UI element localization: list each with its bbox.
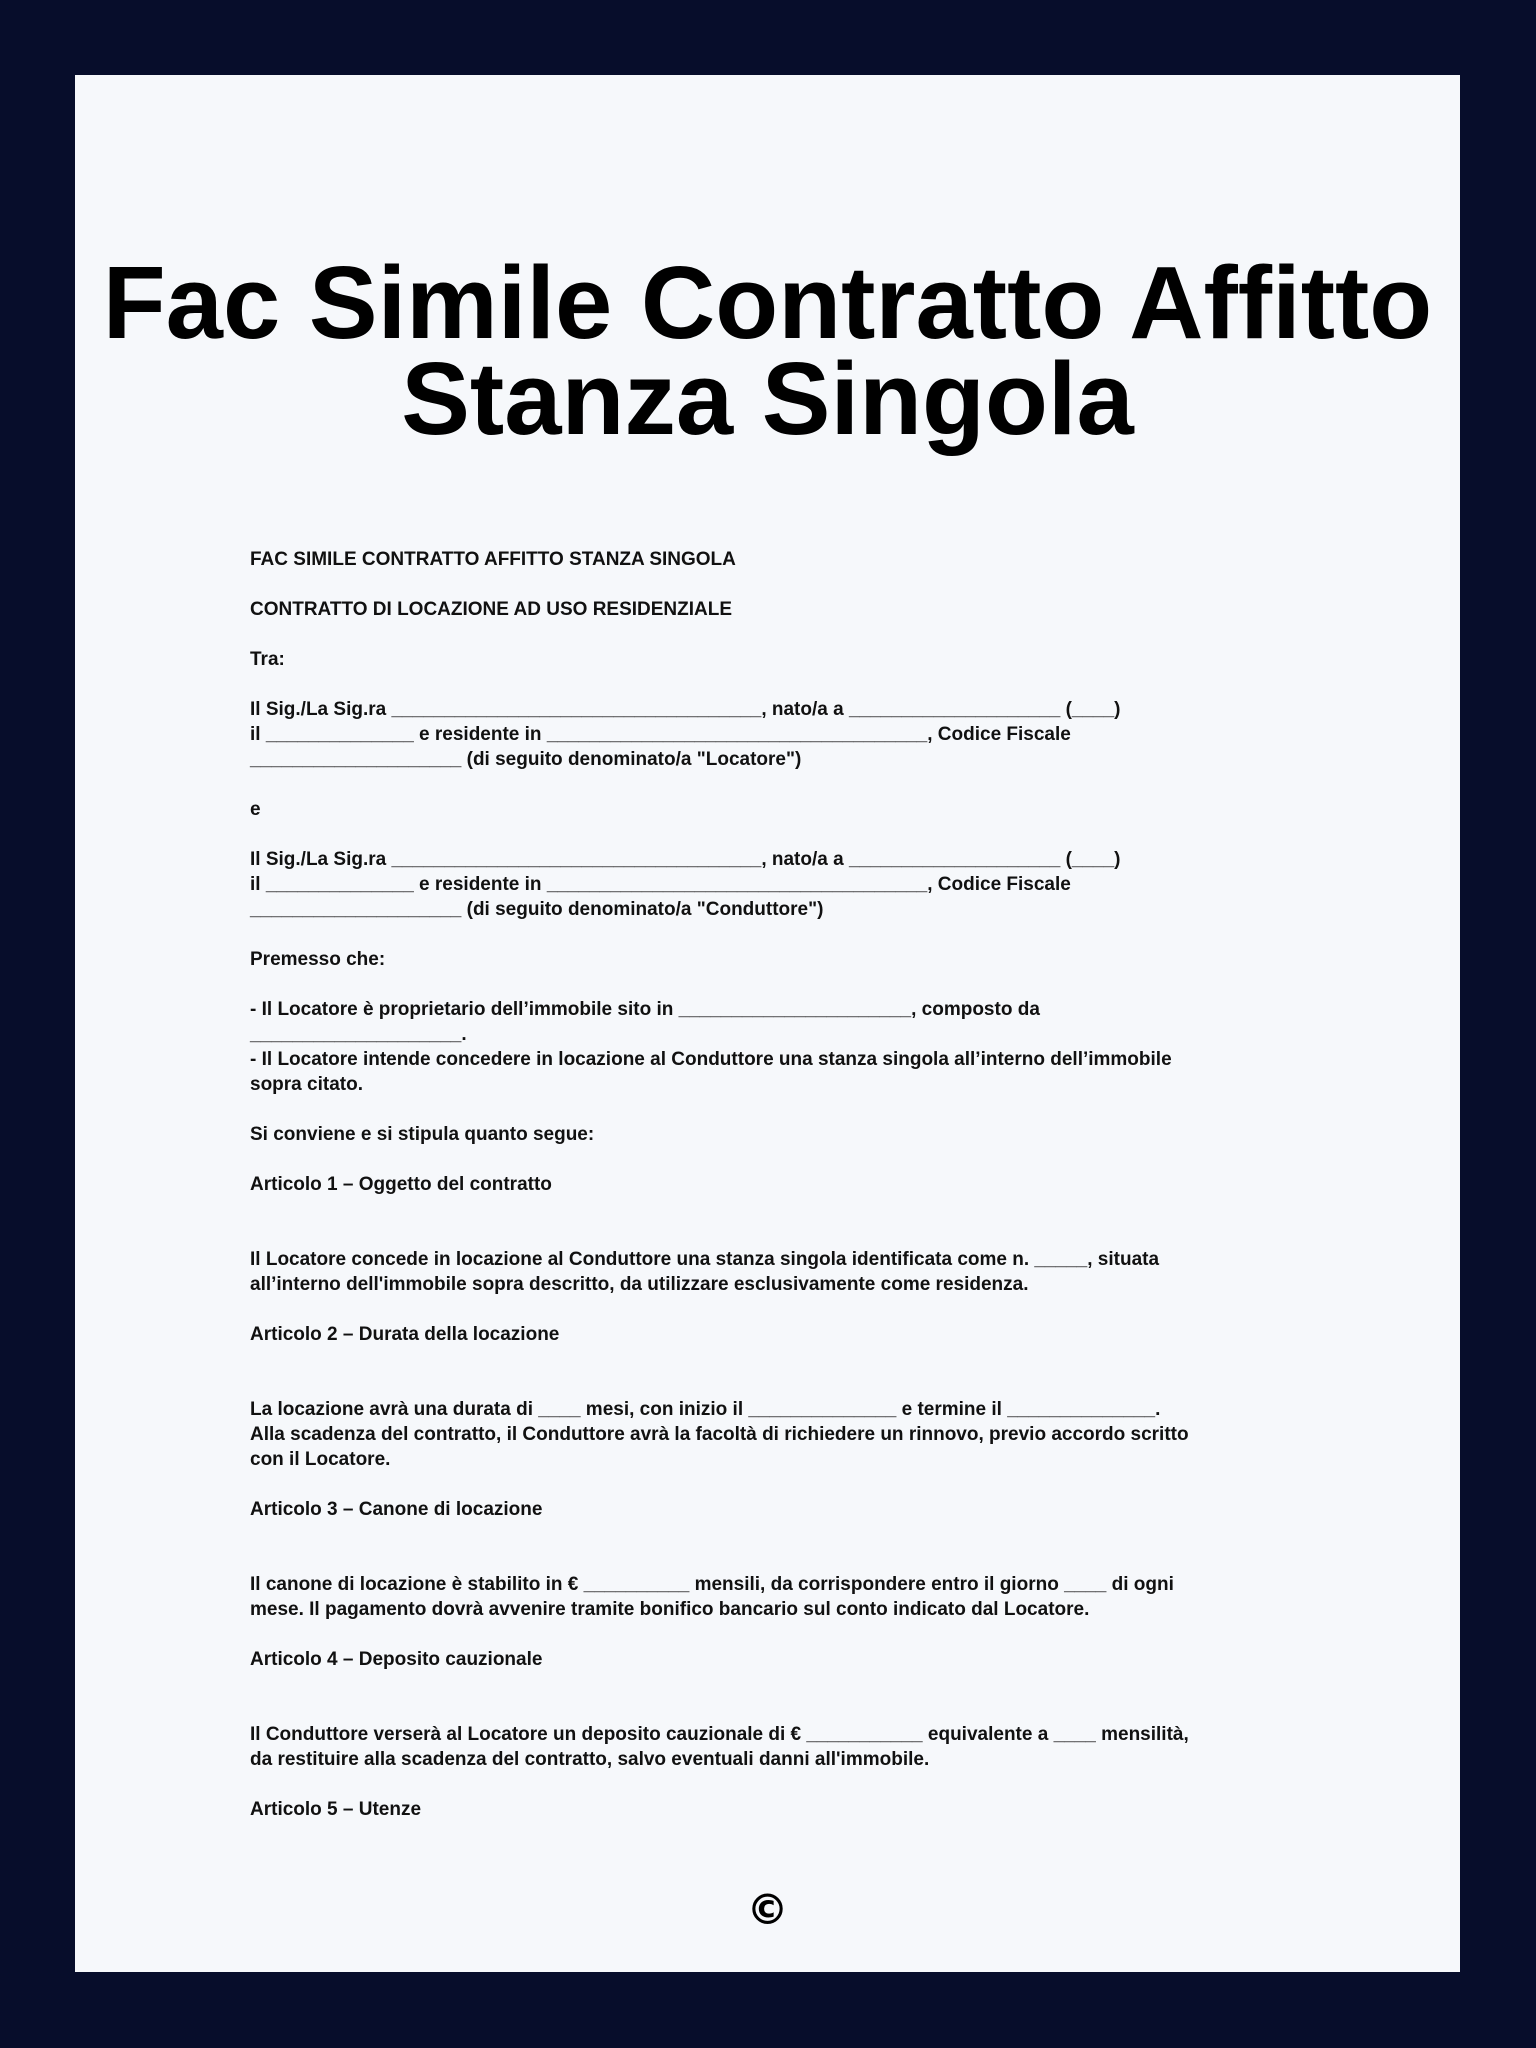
premesso-text: - Il Locatore è proprietario dell’immobile sito in ______________________, composto da ____________________. - Il Locatore intende concedere in locazione al Conduttore una stanza singola all’interno dell’immobile sopra citato. [250, 999, 1172, 1095]
locatore-details: Il Sig./La Sig.ra ___________________________________, nato/a a ____________________ (____) il ______________ e residente in ____________________________________, Codice Fiscale ____________________ (di seguito denominato/a "Locatore") [250, 699, 1121, 770]
article-3-heading: Articolo 3 – Canone di locazione [250, 1499, 543, 1520]
article-3-text: Il canone di locazione è stabilito in € __________ mensili, da corrispondere entro il giorno ____ di ogni mese. Il pagamento dovrà avvenire tramite bonifico bancario sul conto indicato dal Locatore. [250, 1574, 1174, 1620]
doc-subheading: CONTRATTO DI LOCAZIONE AD USO RESIDENZIALE [250, 599, 733, 620]
parties-intro: Tra: [250, 649, 285, 670]
contract-body [250, 547, 1330, 1847]
conjunction: e [250, 799, 261, 820]
copyright-icon: © [746, 1885, 789, 1934]
article-2-text: La locazione avrà una durata di ____ mesi, con inizio il ______________ e termine il ______________. Alla scadenza del contratto, il Conduttore avrà la facoltà di richiedere un rinnovo, previo accordo scritto con il Locatore. [250, 1399, 1189, 1470]
article-2-heading: Articolo 2 – Durata della locazione [250, 1324, 560, 1345]
doc-heading: FAC SIMILE CONTRATTO AFFITTO STANZA SINGOLA [250, 549, 736, 570]
conduttore-details: Il Sig./La Sig.ra ___________________________________, nato/a a ____________________ (____) il ______________ e residente in ____________________________________, Codice Fiscale ____________________ (di seguito denominato/a "Conduttore") [250, 849, 1121, 920]
premesso-heading: Premesso che: [250, 949, 386, 970]
article-1-text: Il Locatore concede in locazione al Conduttore una stanza singola identificata come n. _____, situata all’interno dell'immobile sopra descritto, da utilizzare esclusivamente come residenza. [250, 1249, 1160, 1295]
article-5-heading: Articolo 5 – Utenze [250, 1799, 422, 1820]
article-4-text: Il Conduttore verserà al Locatore un deposito cauzionale di € ___________ equivalente a ____ mensilità, da restituire alla scadenza del contratto, salvo eventuali danni all'immobile. [250, 1724, 1189, 1770]
article-1-heading: Articolo 1 – Oggetto del contratto [250, 1174, 552, 1195]
article-4-heading: Articolo 4 – Deposito cauzionale [250, 1649, 543, 1670]
document-page [75, 75, 1460, 1972]
stipula-intro: Si conviene e si stipula quanto segue: [250, 1124, 595, 1145]
page-title: Fac Simile Contratto Affitto Stanza Singola [102, 245, 1433, 456]
